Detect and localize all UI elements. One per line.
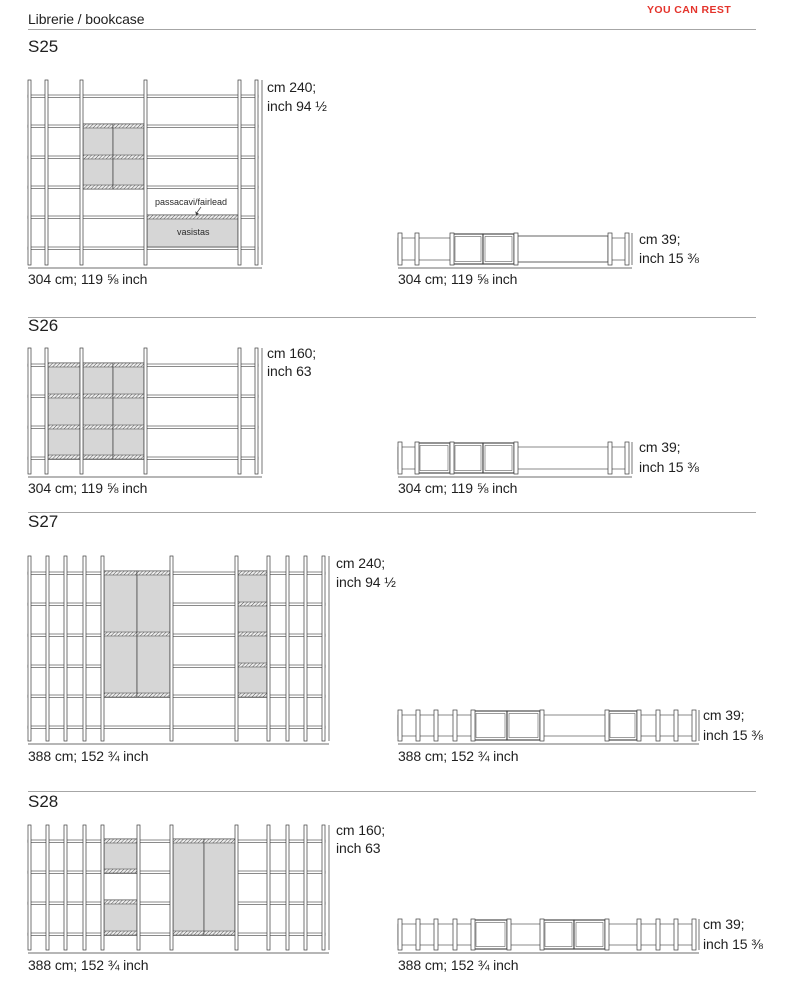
upright bbox=[101, 825, 104, 950]
shelf bbox=[28, 247, 258, 249]
hatched-strip bbox=[113, 155, 144, 159]
plan-door bbox=[574, 920, 605, 949]
plan-upright bbox=[471, 919, 475, 950]
fairlead-arrow bbox=[195, 207, 201, 215]
hatched-strip bbox=[113, 425, 144, 429]
hatched-strip bbox=[83, 185, 113, 189]
plan-upright bbox=[608, 233, 612, 265]
depth-inch-label: inch 15 ⅜ bbox=[639, 459, 699, 475]
depth-inch-label: inch 15 ⅜ bbox=[703, 936, 763, 952]
plan-upright bbox=[674, 710, 678, 741]
door-panel bbox=[173, 839, 204, 935]
hatched-strip bbox=[238, 693, 267, 697]
height-cm-label: cm 160; bbox=[336, 822, 386, 838]
section-divider bbox=[28, 512, 756, 513]
hatched-strip bbox=[238, 663, 267, 667]
arrow-head bbox=[195, 211, 199, 215]
plan-upright bbox=[453, 710, 457, 741]
plan-upright bbox=[625, 233, 629, 265]
upright bbox=[170, 825, 173, 950]
section-divider bbox=[28, 791, 756, 792]
hatched-strip bbox=[204, 839, 235, 843]
upright bbox=[83, 556, 86, 741]
hatched-strip bbox=[104, 632, 137, 636]
upright bbox=[304, 825, 307, 950]
upright bbox=[64, 825, 67, 950]
plan-width-label: 304 cm; 119 ⅝ inch bbox=[398, 480, 518, 496]
door-panel bbox=[113, 363, 144, 459]
plan-vasistas bbox=[517, 236, 608, 262]
brand-logo-text: YOU CAN REST bbox=[647, 4, 732, 16]
door-panel bbox=[104, 900, 137, 935]
hatched-strip bbox=[113, 185, 144, 189]
plan-door bbox=[474, 920, 507, 949]
plan-door bbox=[453, 443, 483, 473]
plan-upright bbox=[416, 919, 420, 950]
hatched-strip bbox=[137, 632, 170, 636]
plan-width-label: 304 cm; 119 ⅝ inch bbox=[398, 271, 518, 287]
upright bbox=[28, 556, 31, 741]
plan-upright bbox=[398, 919, 402, 950]
upright bbox=[101, 556, 104, 741]
elevation-s28 bbox=[28, 825, 329, 953]
section-code: S26 bbox=[28, 316, 59, 335]
hatched-strip bbox=[48, 425, 80, 429]
upright bbox=[267, 556, 270, 741]
plan-door bbox=[608, 711, 637, 740]
hatched-strip bbox=[113, 455, 144, 459]
plan-upright bbox=[605, 919, 609, 950]
plan-width-label: 388 cm; 152 ¾ inch bbox=[398, 748, 519, 764]
upright bbox=[286, 825, 289, 950]
upright bbox=[28, 348, 31, 474]
upright bbox=[238, 80, 241, 265]
hatched-strip bbox=[113, 124, 144, 128]
upright bbox=[46, 556, 49, 741]
plan-upright bbox=[398, 710, 402, 741]
plan-door bbox=[543, 920, 574, 949]
upright bbox=[322, 825, 325, 950]
plan-upright bbox=[692, 710, 696, 741]
plan-upright bbox=[415, 442, 419, 474]
width-label: 304 cm; 119 ⅝ inch bbox=[28, 480, 148, 496]
hatched-strip bbox=[204, 931, 235, 935]
upright bbox=[137, 825, 140, 950]
height-cm-label: cm 240; bbox=[267, 79, 317, 95]
hatched-strip bbox=[173, 839, 204, 843]
plan-upright bbox=[540, 710, 544, 741]
upright bbox=[80, 348, 83, 474]
plan-upright bbox=[415, 233, 419, 265]
hatched-strip bbox=[137, 693, 170, 697]
section-code: S28 bbox=[28, 792, 59, 811]
plan-s28 bbox=[398, 919, 699, 953]
plan-upright bbox=[398, 442, 402, 474]
elevation-s25 bbox=[28, 80, 262, 268]
hatched-strip bbox=[83, 363, 113, 367]
upright bbox=[45, 80, 48, 265]
plan-width-label: 388 cm; 152 ¾ inch bbox=[398, 957, 519, 973]
upright bbox=[304, 556, 307, 741]
upright bbox=[28, 825, 31, 950]
plan-upright bbox=[625, 442, 629, 474]
vasistas-annotation: vasistas bbox=[177, 227, 210, 237]
upright bbox=[45, 348, 48, 474]
shelf bbox=[28, 665, 325, 667]
plan-upright bbox=[656, 919, 660, 950]
elevation-s26 bbox=[28, 348, 262, 477]
plan-upright bbox=[514, 442, 518, 474]
plan-door bbox=[453, 234, 483, 264]
upright bbox=[322, 556, 325, 741]
plan-upright bbox=[450, 442, 454, 474]
upright bbox=[286, 556, 289, 741]
upright bbox=[267, 825, 270, 950]
shelf bbox=[28, 695, 325, 697]
plan-upright bbox=[507, 919, 511, 950]
plan-s27 bbox=[398, 710, 699, 744]
shelf bbox=[28, 95, 258, 97]
height-inch-label: inch 63 bbox=[336, 840, 381, 856]
depth-cm-label: cm 39; bbox=[703, 707, 745, 723]
width-label: 304 cm; 119 ⅝ inch bbox=[28, 271, 148, 287]
door-panel bbox=[104, 839, 137, 873]
hatched-strip bbox=[104, 900, 137, 904]
height-inch-label: inch 94 ½ bbox=[267, 98, 327, 114]
upright bbox=[235, 825, 238, 950]
upright bbox=[28, 80, 31, 265]
hatched-strip bbox=[104, 571, 137, 575]
plan-upright bbox=[637, 710, 641, 741]
plan-upright bbox=[450, 233, 454, 265]
upright bbox=[238, 348, 241, 474]
header-divider bbox=[28, 29, 756, 30]
hatched-strip bbox=[238, 602, 267, 606]
plan-door bbox=[418, 443, 450, 473]
hatched-strip bbox=[238, 632, 267, 636]
depth-inch-label: inch 15 ⅜ bbox=[639, 250, 699, 266]
upright bbox=[144, 348, 147, 474]
depth-cm-label: cm 39; bbox=[639, 231, 681, 247]
hatched-strip bbox=[83, 425, 113, 429]
shelf bbox=[28, 634, 325, 636]
hatched-strip bbox=[48, 455, 80, 459]
plan-shelf bbox=[398, 715, 695, 736]
upright bbox=[46, 825, 49, 950]
hatched-strip bbox=[83, 155, 113, 159]
hatched-strip bbox=[173, 931, 204, 935]
fairlead-annotation: passacavi/fairlead bbox=[155, 197, 228, 207]
plan-upright bbox=[514, 233, 518, 265]
hatched-strip bbox=[238, 571, 267, 575]
plan-upright bbox=[434, 919, 438, 950]
hatched-strip bbox=[104, 869, 137, 873]
upright bbox=[83, 825, 86, 950]
plan-upright bbox=[540, 919, 544, 950]
plan-door bbox=[474, 711, 507, 740]
shelf bbox=[28, 603, 325, 605]
plan-upright bbox=[692, 919, 696, 950]
plan-upright bbox=[434, 710, 438, 741]
plan-upright bbox=[471, 710, 475, 741]
height-cm-label: cm 160; bbox=[267, 345, 317, 361]
height-cm-label: cm 240; bbox=[336, 555, 386, 571]
upright bbox=[144, 80, 147, 265]
door-panel bbox=[83, 363, 113, 459]
hatched-strip bbox=[147, 215, 238, 219]
shelf bbox=[28, 572, 325, 574]
hatched-strip bbox=[48, 363, 80, 367]
hatched-strip bbox=[83, 455, 113, 459]
hatched-strip bbox=[48, 394, 80, 398]
depth-inch-label: inch 15 ⅜ bbox=[703, 727, 763, 743]
elevation-s27 bbox=[28, 556, 329, 744]
width-label: 388 cm; 152 ¾ inch bbox=[28, 748, 149, 764]
upright bbox=[255, 80, 258, 265]
hatched-strip bbox=[83, 124, 113, 128]
height-inch-label: inch 63 bbox=[267, 363, 312, 379]
arrow-shaft bbox=[197, 207, 201, 213]
upright bbox=[80, 80, 83, 265]
hatched-strip bbox=[104, 931, 137, 935]
plan-upright bbox=[453, 919, 457, 950]
hatched-strip bbox=[137, 571, 170, 575]
shelf bbox=[28, 726, 325, 728]
upright bbox=[255, 348, 258, 474]
upright bbox=[64, 556, 67, 741]
upright bbox=[235, 556, 238, 741]
plan-upright bbox=[608, 442, 612, 474]
plan-upright bbox=[398, 233, 402, 265]
depth-cm-label: cm 39; bbox=[703, 916, 745, 932]
plan-door bbox=[483, 443, 514, 473]
plan-upright bbox=[605, 710, 609, 741]
depth-cm-label: cm 39; bbox=[639, 439, 681, 455]
hatched-strip bbox=[113, 363, 144, 367]
hatched-strip bbox=[83, 394, 113, 398]
door-panel bbox=[204, 839, 235, 935]
upright bbox=[170, 556, 173, 741]
plan-upright bbox=[656, 710, 660, 741]
plan-upright bbox=[637, 919, 641, 950]
plan-upright bbox=[416, 710, 420, 741]
section-code: S25 bbox=[28, 37, 59, 56]
plan-s26 bbox=[398, 442, 632, 477]
section-divider bbox=[28, 317, 756, 318]
plan-upright bbox=[674, 919, 678, 950]
door-panel bbox=[48, 363, 80, 459]
page-title: Librerie / bookcase bbox=[28, 11, 145, 27]
plan-s25 bbox=[398, 233, 632, 268]
hatched-strip bbox=[113, 394, 144, 398]
hatched-strip bbox=[104, 839, 137, 843]
plan-door bbox=[483, 234, 514, 264]
hatched-strip bbox=[104, 693, 137, 697]
width-label: 388 cm; 152 ¾ inch bbox=[28, 957, 149, 973]
height-inch-label: inch 94 ½ bbox=[336, 574, 396, 590]
section-code: S27 bbox=[28, 512, 59, 531]
plan-door bbox=[507, 711, 540, 740]
